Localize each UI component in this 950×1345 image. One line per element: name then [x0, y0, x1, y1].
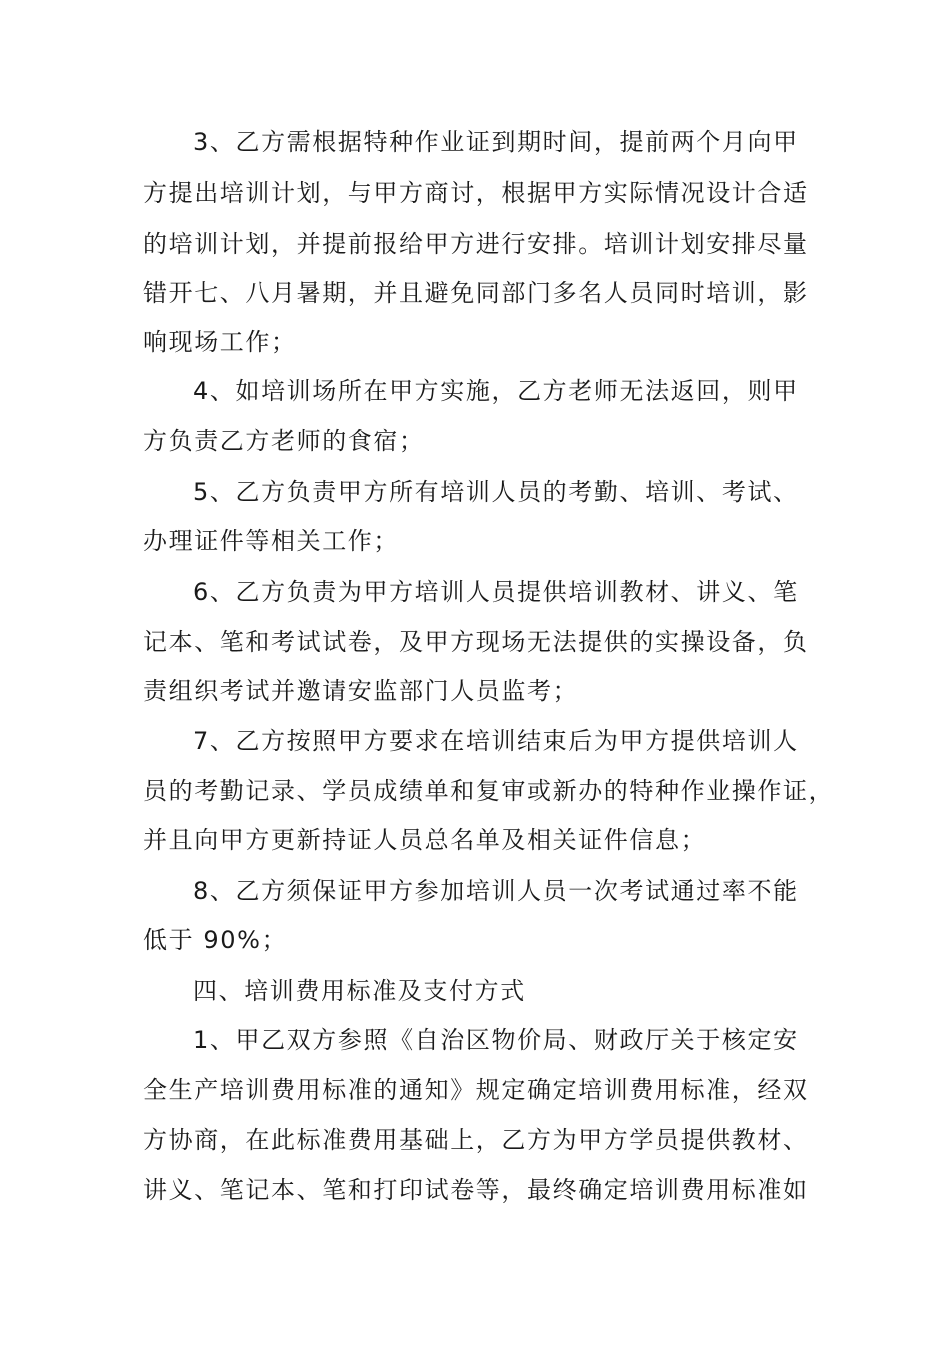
paragraph-line: 4、如培训场所在甲方实施，乙方老师无法返回，则甲: [193, 377, 799, 405]
paragraph-line: 1、甲乙双方参照《自治区物价局、财政厅关于核定安: [193, 1026, 799, 1054]
paragraph-line: 6、乙方负责为甲方培训人员提供培训教材、讲义、笔: [193, 578, 799, 606]
paragraph-line: 方提出培训计划，与甲方商讨，根据甲方实际情况设计合适: [143, 179, 809, 207]
paragraph-line: 记本、笔和考试试卷，及甲方现场无法提供的实操设备，负: [143, 628, 809, 656]
paragraph-line: 7、乙方按照甲方要求在培训结束后为甲方提供培训人: [193, 727, 799, 755]
paragraph-line: 5、乙方负责甲方所有培训人员的考勤、培训、考试、: [193, 478, 799, 506]
paragraph-line: 方协商，在此标准费用基础上，乙方为甲方学员提供教材、: [143, 1126, 809, 1154]
paragraph-line: 办理证件等相关工作；: [143, 527, 399, 555]
paragraph-line: 错开七、八月暑期，并且避免同部门多名人员同时培训，影: [143, 279, 809, 307]
paragraph-line: 并且向甲方更新持证人员总名单及相关证件信息；: [143, 826, 707, 854]
paragraph-line: 方负责乙方老师的食宿；: [143, 427, 425, 455]
paragraph-line: 低于 90%；: [143, 926, 288, 954]
paragraph-line: 的培训计划，并提前报给甲方进行安排。培训计划安排尽量: [143, 230, 809, 258]
section-heading: 四、培训费用标准及支付方式: [193, 977, 526, 1005]
paragraph-line: 员的考勤记录、学员成绩单和复审或新办的特种作业操作证，: [143, 777, 835, 805]
paragraph-line: 8、乙方须保证甲方参加培训人员一次考试通过率不能: [193, 877, 799, 905]
paragraph-line: 3、乙方需根据特种作业证到期时间，提前两个月向甲: [193, 128, 799, 156]
paragraph-line: 责组织考试并邀请安监部门人员监考；: [143, 677, 579, 705]
paragraph-line: 响现场工作；: [143, 328, 297, 356]
paragraph-line: 全生产培训费用标准的通知》规定确定培训费用标准，经双: [143, 1076, 809, 1104]
paragraph-line: 讲义、笔记本、笔和打印试卷等，最终确定培训费用标准如: [143, 1176, 809, 1204]
